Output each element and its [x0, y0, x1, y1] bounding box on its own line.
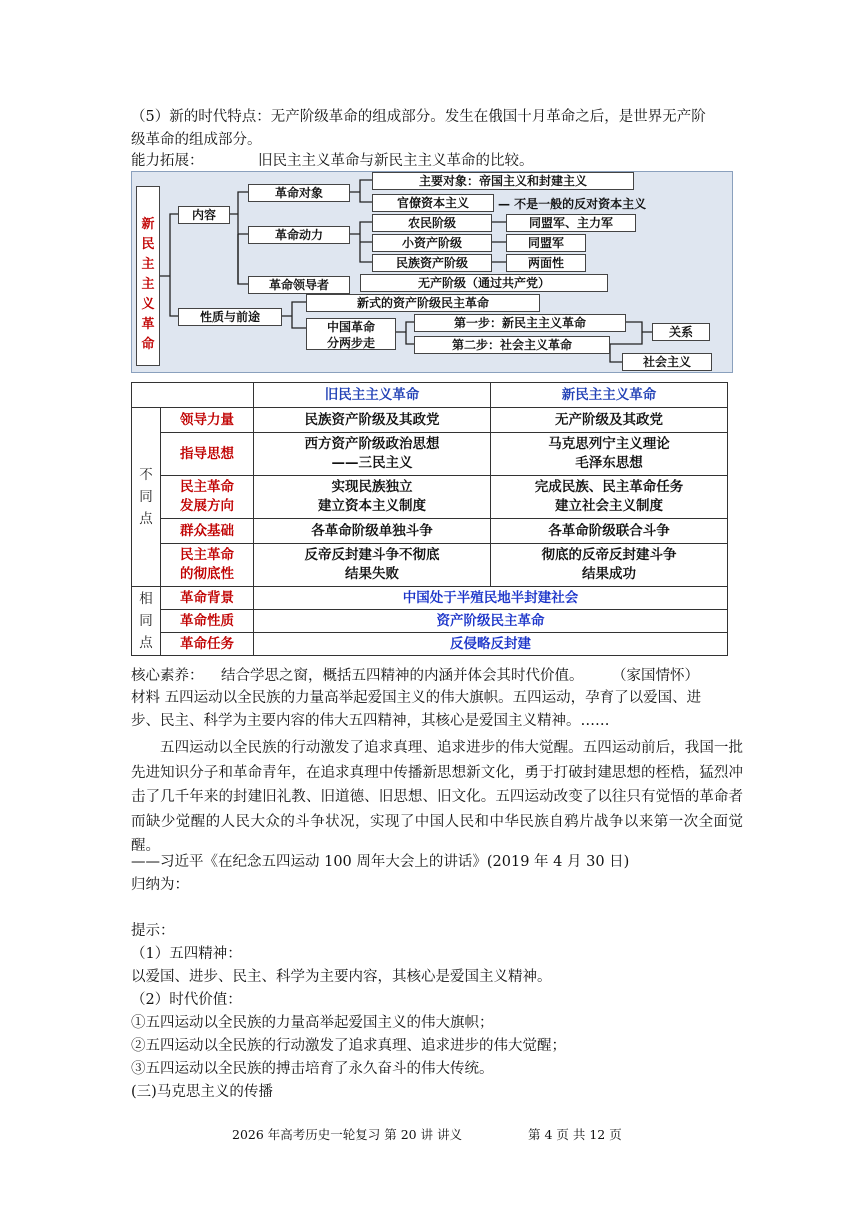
diagram-leader: 革命领导者 — [248, 276, 350, 294]
hint-label: 提示： — [131, 923, 175, 939]
cell-new: 彻底的反帝反封建斗争 结果成功 — [491, 544, 728, 587]
row-label: 领导力量 — [161, 408, 254, 433]
ability-label: 能力拓展： — [131, 153, 204, 169]
ability-text: 旧民主主义革命与新民主主义革命的比较。 — [258, 153, 534, 169]
cell-shared: 中国处于半殖民地半封建社会 — [254, 587, 728, 610]
diagram-target: 革命对象 — [248, 184, 350, 202]
hint-2-a: ①五四运动以全民族的力量高举起爱国主义的伟大旗帜； — [131, 1015, 494, 1031]
row-label: 民主革命 的彻底性 — [161, 544, 254, 587]
cell-new: 完成民族、民主革命任务 建立社会主义制度 — [491, 476, 728, 519]
para-line-1: （5）新的时代特点：无产阶级革命的组成部分。发生在俄国十月革命之后，是世界无产阶 — [131, 109, 706, 125]
material-line-1: 材料 五四运动以全民族的力量高举起爱国主义的伟大旗帜。五四运动，孕育了以爱国、进 — [131, 690, 702, 706]
footer-doc: 2026 年高考历史一轮复习 第 20 讲 讲义 — [232, 1127, 463, 1142]
table-corner — [132, 383, 254, 408]
diagram-nature: 性质与前途 — [178, 308, 282, 326]
cell-old: 民族资产阶级及其政党 — [254, 408, 491, 433]
diagram-petty-rel: 同盟军 — [506, 234, 586, 252]
row-label: 指导思想 — [161, 433, 254, 476]
row-label: 革命任务 — [161, 633, 254, 656]
core-label: 核心素养： — [131, 668, 204, 684]
cell-old: 反帝反封建斗争不彻底 结果失败 — [254, 544, 491, 587]
diagram-power: 革命动力 — [248, 226, 350, 244]
row-label: 民主革命 发展方向 — [161, 476, 254, 519]
diagram-two-steps: 中国革命 分两步走 — [306, 318, 396, 350]
hint-2-c: ③五四运动以全民族的搏击培育了永久奋斗的伟大传统。 — [131, 1061, 494, 1077]
core-tag: （家国情怀） — [612, 668, 699, 684]
revolution-diagram — [131, 171, 733, 373]
diagram-leader-val: 无产阶级（通过共产党） — [360, 274, 608, 292]
core-text: 结合学思之窗，概括五四精神的内涵并体会其时代价值。 — [221, 668, 584, 684]
cell-new: 马克思列宁主义理论 毛泽东思想 — [491, 433, 728, 476]
row-label: 革命性质 — [161, 610, 254, 633]
cell-shared: 反侵略反封建 — [254, 633, 728, 656]
group-diff: 不同点 — [132, 408, 161, 587]
diagram-national: 民族资产阶级 — [372, 254, 492, 272]
section-heading: (三)马克思主义的传播 — [131, 1084, 273, 1100]
diagram-national-rel: 两面性 — [506, 254, 586, 272]
material-source: ——习近平《在纪念五四运动 100 周年大会上的讲话》(2019 年 4 月 30 日) — [131, 854, 630, 870]
para-line-2: 级革命的组成部分。 — [131, 132, 262, 148]
summary-label: 归纳为： — [131, 877, 189, 893]
diagram-petty: 小资产阶级 — [372, 234, 492, 252]
cell-new: 无产阶级及其政党 — [491, 408, 728, 433]
material-paragraph: 五四运动以全民族的行动激发了追求真理、追求进步的伟大觉醒。五四运动前后，我国一批先进知识分子和革命青年，在追求真理中传播新思想新文化，勇于打破封建思想的桎梏，猛烈冲击了几千年来的封建旧礼教、旧道德、旧思想、旧文化。五四运动改变了以往只有觉悟的革命者而缺少觉醒的人民大众的斗争状况，实现了中国人民和中华民族自鸦片战争以来第一次全面觉醒。 — [131, 740, 743, 854]
header-new: 新民主主义革命 — [491, 383, 728, 408]
hint-2-b: ②五四运动以全民族的行动激发了追求真理、追求进步的伟大觉醒； — [131, 1038, 566, 1054]
diagram-step2: 第二步：社会主义革命 — [414, 336, 610, 354]
material-line-2: 步、民主、科学为主要内容的伟大五四精神，其核心是爱国主义精神。…… — [131, 713, 610, 729]
group-same: 相同点 — [132, 587, 161, 656]
diagram-relation: 关系 — [652, 323, 710, 341]
diagram-target-note: — 不是一般的反对资本主义 — [498, 197, 647, 211]
footer-page: 第 4 页 共 12 页 — [528, 1127, 622, 1142]
hint-1: （1）五四精神： — [131, 946, 242, 962]
cell-shared: 资产阶级民主革命 — [254, 610, 728, 633]
header-old: 旧民主主义革命 — [254, 383, 491, 408]
hint-2: （2）时代价值： — [131, 992, 242, 1008]
diagram-title: 新民主主义革命 — [136, 186, 160, 366]
diagram-peasant-rel: 同盟军、主力军 — [506, 214, 636, 232]
diagram-content: 内容 — [178, 206, 230, 224]
diagram-target-bureau: 官僚资本主义 — [372, 194, 494, 212]
diagram-target-main: 主要对象：帝国主义和封建主义 — [372, 172, 634, 190]
row-label: 革命背景 — [161, 587, 254, 610]
diagram-step1: 第一步：新民主主义革命 — [414, 314, 626, 332]
diagram-new-type: 新式的资产阶级民主革命 — [306, 294, 540, 312]
cell-old: 实现民族独立 建立资本主义制度 — [254, 476, 491, 519]
row-label: 群众基础 — [161, 519, 254, 544]
cell-old: 西方资产阶级政治思想 ——三民主义 — [254, 433, 491, 476]
diagram-socialism: 社会主义 — [622, 353, 712, 371]
cell-new: 各革命阶级联合斗争 — [491, 519, 728, 544]
hint-1-text: 以爱国、进步、民主、科学为主要内容，其核心是爱国主义精神。 — [131, 969, 552, 985]
comparison-table — [131, 382, 728, 656]
cell-old: 各革命阶级单独斗争 — [254, 519, 491, 544]
diagram-peasant: 农民阶级 — [372, 214, 492, 232]
